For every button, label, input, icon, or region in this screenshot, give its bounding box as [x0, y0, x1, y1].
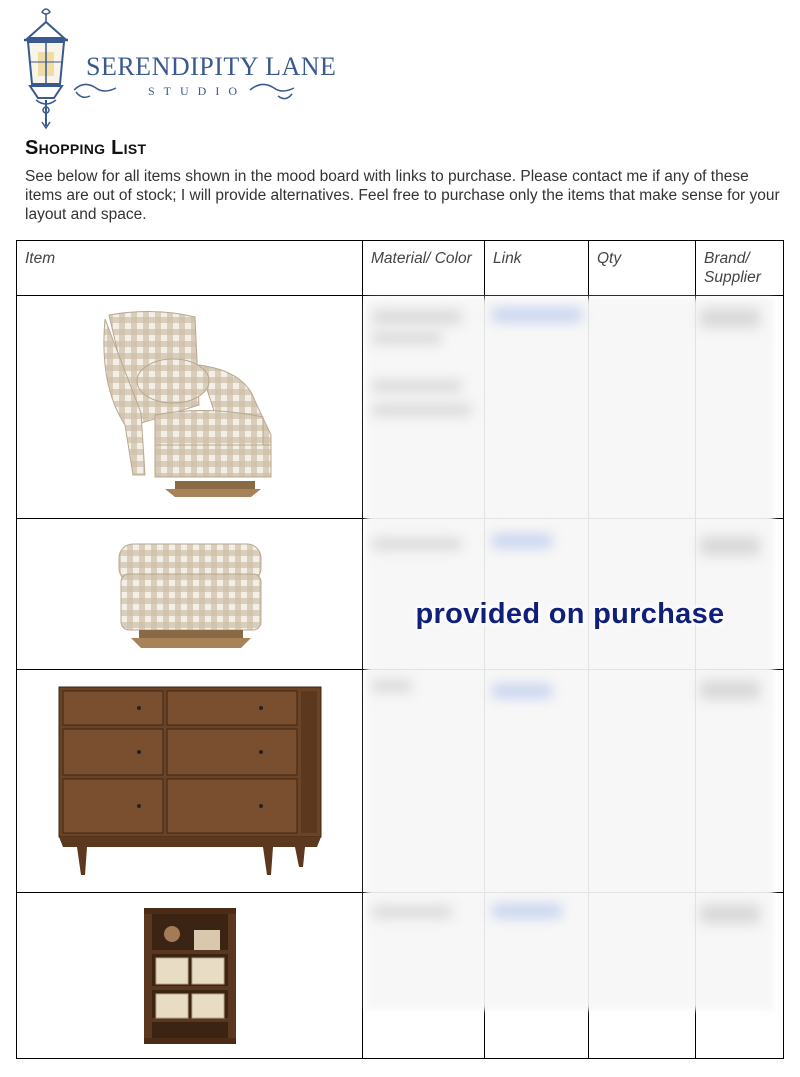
spindle-bookcase-image [142, 906, 238, 1046]
gingham-chair-image [95, 305, 285, 510]
redaction-notice: provided on purchase [415, 598, 725, 630]
brand-logo [14, 6, 337, 130]
brand-name: SERENDIPITY LANE [86, 52, 337, 81]
item-image-cell [17, 670, 363, 893]
header-qty: Qty [589, 241, 696, 296]
header-brand: Brand/ Supplier [696, 241, 784, 296]
gingham-ottoman-image [115, 538, 265, 650]
brand-subtitle: STUDIO [148, 84, 246, 98]
walnut-dresser-image [55, 681, 325, 881]
item-image-cell [17, 519, 363, 670]
header-link: Link [485, 241, 589, 296]
table-header-row [17, 241, 784, 296]
header-item: Item [17, 241, 363, 296]
page-title: Shopping List [25, 137, 147, 159]
item-image-cell [17, 296, 363, 519]
intro-text: See below for all items shown in the mood board with links to purchase. Please contact me if any of these items are out of stock; I will provide alternatives. Feel free to purchase only the items that make sense for your layout and space. [25, 168, 780, 223]
item-image-cell [17, 893, 363, 1059]
header-material: Material/ Color [363, 241, 485, 296]
